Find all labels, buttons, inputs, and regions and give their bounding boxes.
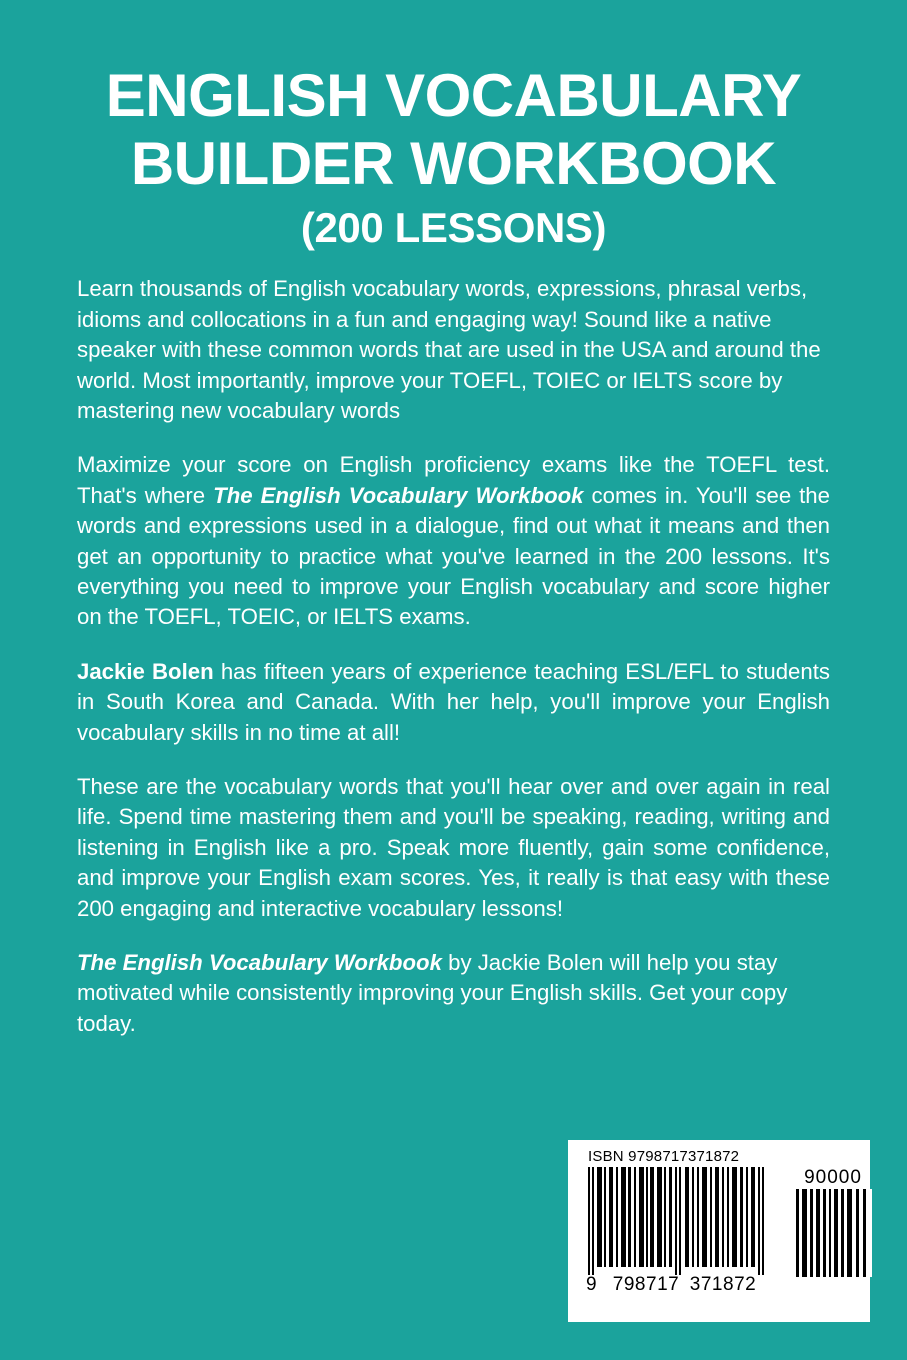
author-name-emphasis: Jackie Bolen <box>77 658 214 684</box>
title-line-2: BUILDER WORKBOOK <box>130 130 777 198</box>
paragraph-maximize-score <box>77 450 830 632</box>
barcode-panel <box>568 1140 870 1322</box>
title-subtitle-lessons: (200 LESSONS) <box>300 203 607 251</box>
paragraph-3-part-b: has fifteen years of experience teaching ESL/EFL to students in South Korea and Canada. With her help, you'll improve your English vocabulary skills in no time at all! <box>77 658 830 745</box>
paragraph-author-bio <box>77 657 830 748</box>
ean13-digits-left: 798717 <box>612 1274 680 1295</box>
ean13-digit-first: 9 <box>586 1274 598 1295</box>
book-title-emphasis: The English Vocabulary Workbook <box>213 482 584 508</box>
paragraph-4-text: These are the vocabulary words that you'll hear over and over again in real life. Spend time mastering them and you'll be speaking, reading, writing and listening in English like a pro. Speak more fluently, gain some confidence, and improve your English exam scores. Yes, it really is that easy with these 200 engaging and interactive vocabulary lessons! <box>77 774 830 921</box>
barcode-addon-group <box>794 1167 872 1277</box>
paragraph-5-part-b: by Jackie Bolen will help you stay motivated while consistently improving your English skills. Get your copy today. <box>77 950 788 1036</box>
paragraph-intro <box>77 274 830 426</box>
isbn-label: ISBN 9798717371872 <box>588 1148 740 1165</box>
paragraph-closing-cta <box>77 948 830 1039</box>
ean13-bars-graphic <box>586 1167 772 1275</box>
ean13-human-readable-digits <box>586 1274 772 1296</box>
blurb-body <box>0 274 907 1039</box>
paragraph-intro-text: Learn thousands of English vocabulary words, expressions, phrasal verbs, idioms and collocations in a fun and engaging way! Sound like a native speaker with these common words that are used in the USA and around the world. Most importantly, improve your TOEFL, TOIEC or IELTS score by mastering new vocabulary words <box>77 276 821 423</box>
ean13-digits-right: 371872 <box>689 1274 757 1295</box>
title-block <box>0 0 907 252</box>
barcode-row <box>580 1167 862 1295</box>
addon-bars-graphic <box>794 1189 872 1277</box>
book-title-emphasis-closing: The English Vocabulary Workbook <box>77 950 442 976</box>
paragraph-real-life-words <box>77 772 830 924</box>
ean13-barcode <box>586 1167 772 1296</box>
paragraph-2-part-b: comes in. You'll see the words and expressions used in a dialogue, find out what it means and then get an opportunity to practice what you've learned in the 200 lessons. It's everything you need to improve your English vocabulary and score higher on the TOEFL, TOEIC, or IELTS exams. <box>77 482 830 630</box>
paragraph-2-part-a: Maximize your score on English proficiency exams like the TOEFL test. That's where <box>77 452 830 508</box>
addon-price-code: 90000 <box>804 1167 862 1188</box>
title-line-1: ENGLISH VOCABULARY <box>105 62 802 129</box>
